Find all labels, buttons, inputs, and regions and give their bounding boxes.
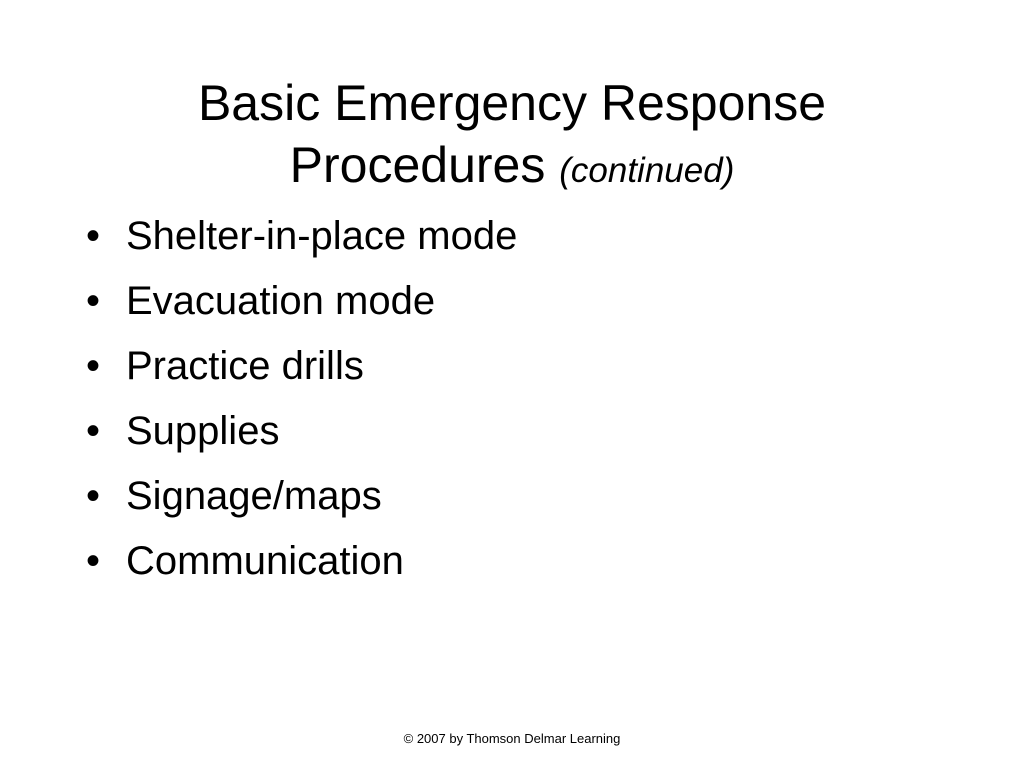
bullet-item	[86, 399, 517, 464]
bullet-icon: •	[86, 214, 101, 258]
copyright-footer: © 2007 by Thomson Delmar Learning	[403, 731, 621, 746]
bullet-icon: •	[86, 344, 101, 388]
bullet-item	[86, 269, 517, 334]
slide-title-line1: Basic Emergency Response	[197, 75, 827, 131]
slide-title-suffix: (continued)	[559, 151, 735, 190]
bullet-text: Supplies	[126, 409, 280, 453]
slide-title-line2: Procedures	[289, 137, 546, 193]
slide-title	[0, 72, 1024, 202]
bullet-list	[86, 204, 517, 594]
bullet-text: Shelter-in-place mode	[126, 214, 518, 258]
bullet-icon: •	[86, 279, 101, 323]
bullet-text: Communication	[126, 539, 404, 583]
bullet-icon: •	[86, 474, 101, 518]
bullet-text: Signage/maps	[126, 474, 382, 518]
bullet-text: Practice drills	[126, 344, 364, 388]
bullet-item	[86, 334, 517, 399]
bullet-icon: •	[86, 409, 101, 453]
bullet-text: Evacuation mode	[126, 279, 436, 323]
bullet-item	[86, 464, 517, 529]
bullet-icon: •	[86, 539, 101, 583]
bullet-item	[86, 204, 517, 269]
bullet-item	[86, 529, 517, 594]
